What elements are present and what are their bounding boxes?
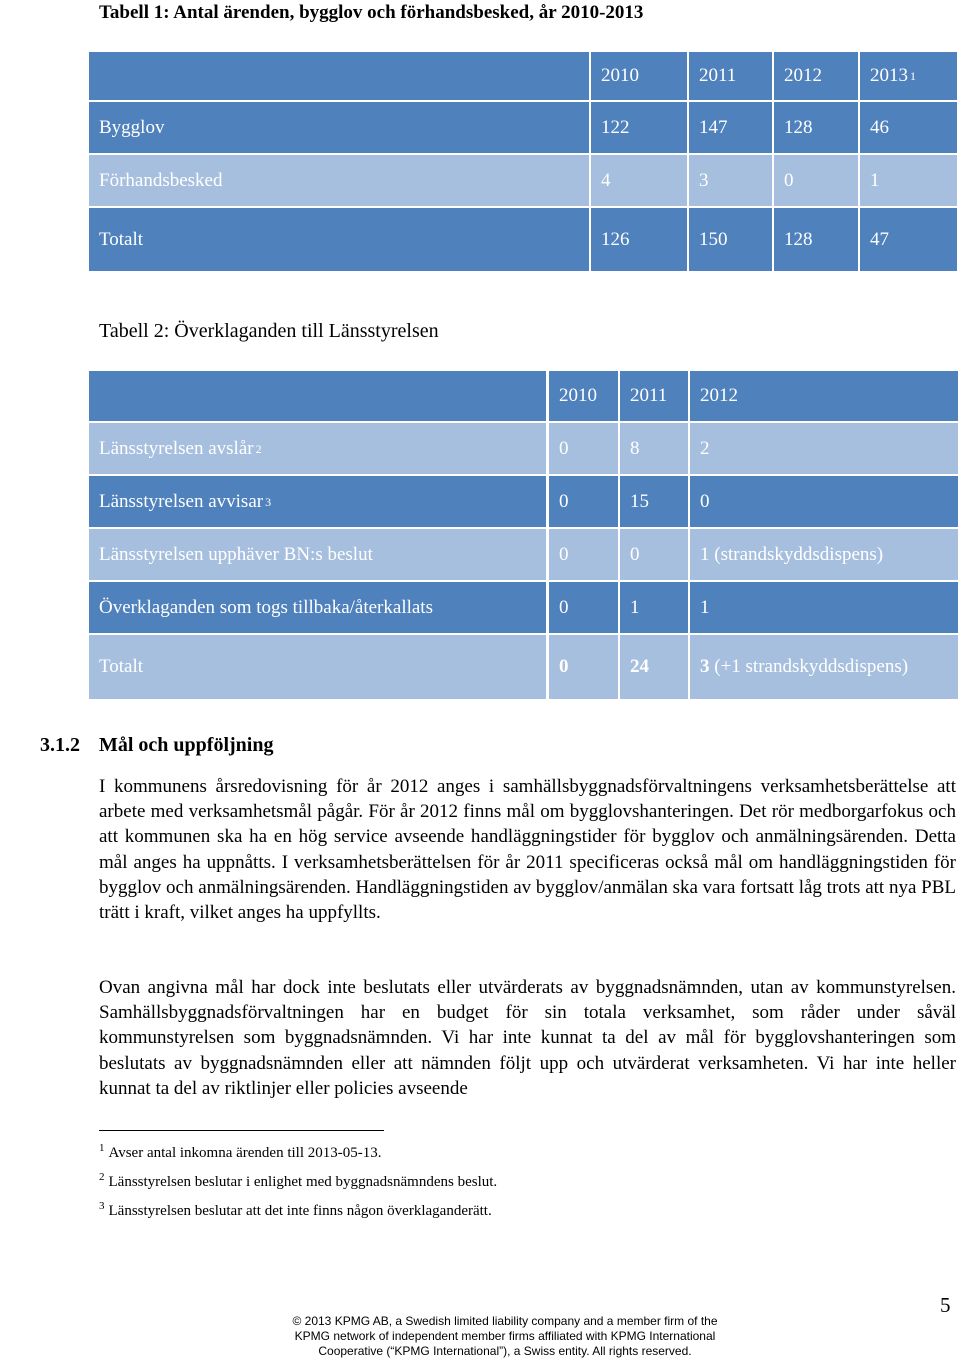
table2-header-cell [549, 371, 618, 421]
table1-cell [774, 102, 858, 153]
section-heading: Mål och uppföljning [99, 734, 274, 756]
table2-header-cell [620, 371, 688, 421]
table1-cell [591, 102, 687, 153]
cell-text: Länsstyrelsen avslår [99, 437, 254, 459]
table2-cell [620, 582, 688, 633]
cell-text: 4 [601, 169, 611, 191]
cell-text: 15 [630, 490, 649, 512]
cell-text: 0 [559, 596, 569, 618]
table1-cell [860, 102, 957, 153]
table2-cell [549, 529, 618, 580]
table2-cell [549, 423, 618, 474]
cell-text: 1 [700, 596, 710, 618]
copyright-footer [290, 1314, 720, 1359]
table2-header-blank [89, 371, 546, 421]
cell-text: 0 [559, 543, 569, 565]
table2-cell [690, 529, 958, 580]
cell-text: 2012 [700, 385, 738, 406]
footnote-separator [99, 1130, 384, 1131]
cell-text: 2010 [601, 65, 639, 86]
table1-title: Tabell 1: Antal ärenden, bygglov och förhandsbesked, år 2010-2013 [99, 2, 644, 23]
table2-cell [620, 529, 688, 580]
table1-cell [774, 155, 858, 206]
cell-text: 0 [700, 490, 710, 512]
table1-cell [860, 155, 957, 206]
table2-cell [549, 635, 618, 699]
page-number: 5 [940, 1293, 951, 1317]
cell-text: 147 [699, 116, 728, 138]
cell-text: 1 [630, 596, 640, 618]
table1-header-cell [774, 52, 858, 100]
cell-text: 2013 [870, 65, 908, 86]
table2-cell [620, 423, 688, 474]
table1-cell [860, 208, 957, 271]
cell-text: Överklaganden som togs tillbaka/återkallats [99, 596, 433, 618]
cell-text: 128 [784, 116, 813, 138]
table1-cell [689, 102, 772, 153]
footnote-1: $^1$ Avser antal inkomna ärenden till 2013-05-13. [99, 1142, 382, 1161]
cell-text: Förhandsbesked [99, 169, 223, 191]
cell-text: 2010 [559, 385, 597, 406]
table2-cell [690, 476, 958, 527]
cell-text: Totalt [99, 656, 144, 677]
table2-row-label [89, 582, 546, 633]
cell-text: 126 [601, 228, 630, 250]
table1-row-label [89, 102, 589, 153]
cell-text: 0 [559, 437, 569, 459]
cell-text: 2 [700, 437, 710, 459]
cell-text: 150 [699, 228, 728, 250]
table2-header-cell [690, 371, 958, 421]
table2-row-label [89, 635, 546, 699]
cell-text: 46 [870, 116, 889, 138]
cell-text: 0 [559, 656, 569, 677]
table1-cell [689, 155, 772, 206]
cell-suffix: (+1 strandskyddsdispens) [709, 656, 909, 677]
table1-cell [774, 208, 858, 271]
footnote-3: $^3$ Länsstyrelsen beslutar att det inte finns någon överklaganderätt. [99, 1200, 492, 1219]
cell-text: 1 [870, 169, 880, 191]
section-number: 3.1.2 [40, 734, 80, 756]
table1-cell [591, 155, 687, 206]
cell-text: 128 [784, 228, 813, 250]
table2-cell [690, 423, 958, 474]
cell-text: 0 [630, 543, 640, 565]
table2-cell [620, 635, 688, 699]
table2-row-label: Länsstyrelsen avslår 2 [89, 423, 546, 474]
footnote-2: $^2$ Länsstyrelsen beslutar i enlighet med byggnadsnämndens beslut. [99, 1171, 498, 1190]
table2-cell [549, 582, 618, 633]
cell-text: 8 [630, 437, 640, 459]
cell-text: 2011 [699, 65, 737, 86]
table2-cell [620, 476, 688, 527]
cell-text: Länsstyrelsen upphäver BN:s beslut [99, 543, 373, 565]
footer-line: © 2013 KPMG AB, a Swedish limited liability company and a member firm of the [292, 1314, 718, 1328]
table2-row-label [89, 529, 546, 580]
table2-cell [690, 582, 958, 633]
table1-row-label [89, 208, 589, 271]
cell-text: 47 [870, 228, 889, 250]
cell-text: 2011 [630, 385, 668, 406]
footer-line: KPMG network of independent member firms affiliated with KPMG International [294, 1329, 716, 1343]
cell-text: 0 [784, 169, 794, 191]
table2-cell [549, 476, 618, 527]
paragraph: I kommunens årsredovisning för år 2012 anges i samhällsbyggnadsförvaltningens verksamhetsberättelse att arbete med verksamhetsmål pågår. För år 2012 finns mål om bygglovshanteringen. Det rör medborgarfokus och att kommunen ska ha en hög service avseende handläggningstider för bygglov och anmälningsärenden. Detta mål anges ha uppnåtts. I verksamhetsberättelsen för år 2011 specificeras också mål om handläggningstiden för bygglov och anmälningsärenden. Handläggningstiden av bygglov/anmälan ska vara fortsatt låg trots att nya PBL trätt i kraft, vilket anges ha uppfyllts. [99, 776, 956, 924]
table1-header-cell [591, 52, 687, 100]
cell-text: 122 [601, 116, 630, 138]
table2-title: Tabell 2: Överklaganden till Länsstyrelsen [99, 320, 439, 342]
cell-text: Länsstyrelsen avvisar [99, 490, 264, 512]
cell-text: 2012 [784, 65, 822, 86]
cell-text: 24 [630, 656, 649, 677]
table1-header-blank [89, 52, 589, 100]
table1-cell [591, 208, 687, 271]
cell-text: Bygglov [99, 116, 165, 138]
cell-text: 1 (strandskyddsdispens) [700, 543, 884, 565]
footer-line: Cooperative (“KPMG International”), a Swiss entity. All rights reserved. [318, 1344, 692, 1358]
cell-text: 3 [699, 169, 709, 191]
table1-header-cell [689, 52, 772, 100]
table2-cell [690, 635, 958, 699]
paragraph: Ovan angivna mål har dock inte beslutats eller utvärderats av byggnadsnämnden, utan av kommunstyrelsen. Samhällsbyggnadsförvaltningen har en budget för sin totala verksamhet, som råder under såväl kommunstyrelsen som byggnadsnämnden. Vi har inte kunnat ta del av mål för bygglovshanteringen som beslutats av byggnadsnämnden eller att nämnden följt upp och utvärderat verksamheten. Vi har inte heller kunnat ta del av riktlinjer eller policies avseende [99, 977, 956, 1099]
table2-row-label: Länsstyrelsen avvisar 3 [89, 476, 546, 527]
cell-text: 0 [559, 490, 569, 512]
table1-row-label [89, 155, 589, 206]
cell-text: 3 [700, 656, 710, 677]
table1-cell [689, 208, 772, 271]
cell-text: Totalt [99, 228, 144, 250]
table1-header-cell: 2013 1 [860, 52, 957, 100]
